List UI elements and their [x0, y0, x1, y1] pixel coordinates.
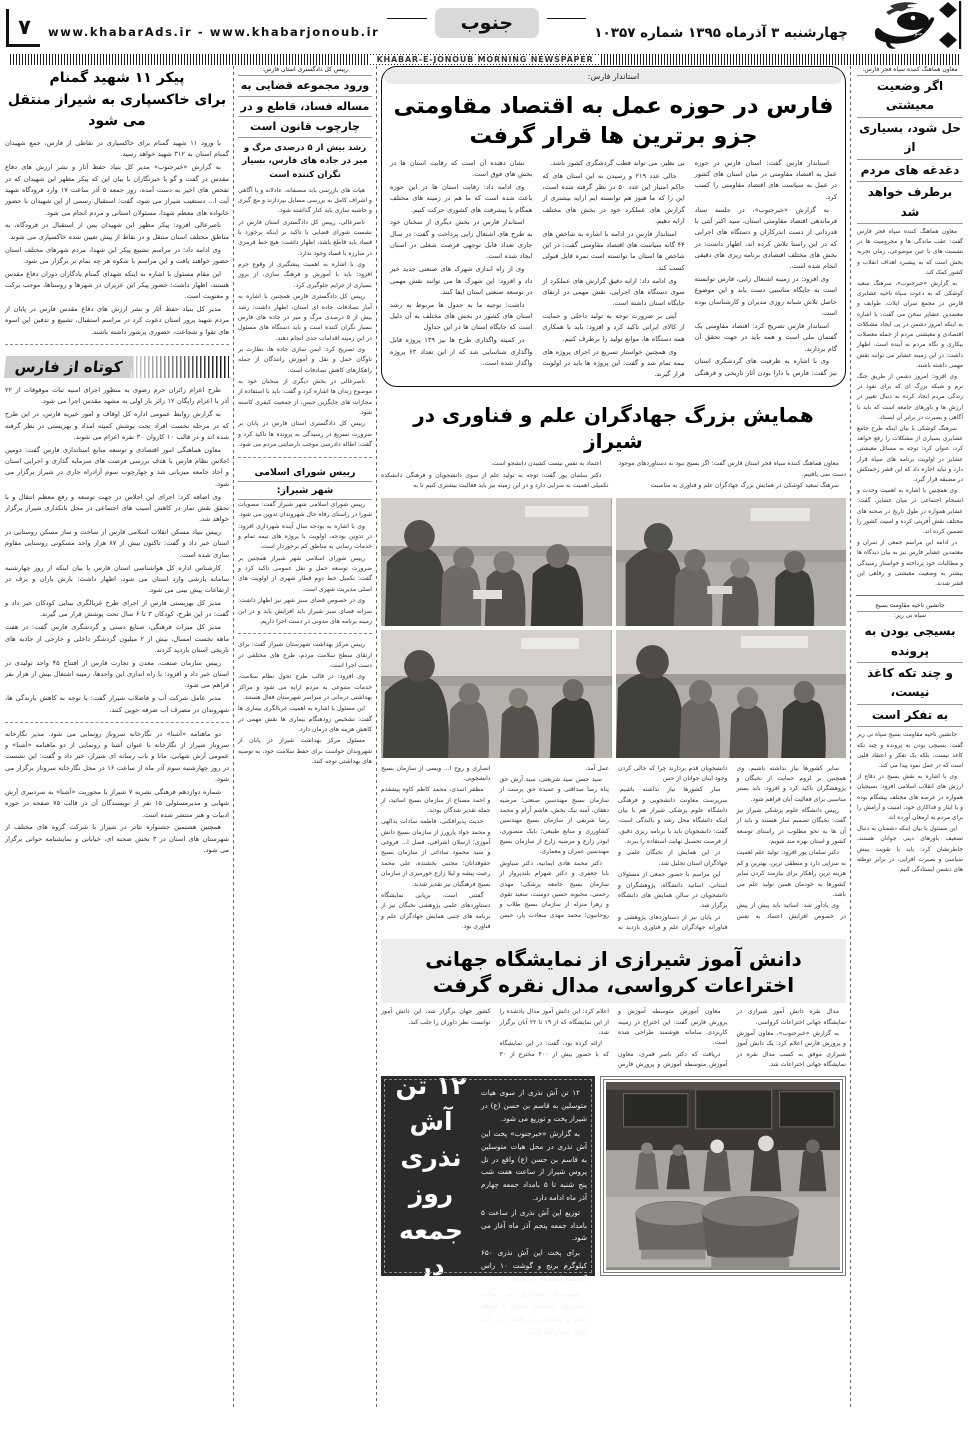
col4-article-3-body — [238, 640, 372, 767]
sidebar-article-2 — [855, 602, 965, 875]
paragraph: دکتر محمد هادی ایمانیه، دکتر سیاوش بابا جعفری و دکتر شهرام بلندپرواز از سازمان بسیج جامعه پزشکی؛ مهدی رحمتی، محبوبه حسین دوست، سعید تقوی و زهرا منزله از سازمان بسیج طلاب و روحانیون؛ محمد مهدی سعادت یار، حسن انصاری و روح ا... ویسی از سازمان بسیج دانشجویی. — [381, 764, 609, 919]
paragraph: اعتماد به نفس نیست کشیدن دانشجو است. — [490, 460, 602, 468]
paragraph: سرهنگ سعید کوشکی در همایش بزرگ جهادگران علم و فناوری به مناسبت — [650, 482, 839, 490]
paragraph: سایر کشورها نیاز نداشته باشیم. وی همچنین بر لزوم حمایت از نخبگان و پژوهشگران تاکید کرد و افزود: باید بستر مناسبی برای فعالیت آنان فراهم شود. — [736, 764, 846, 803]
ad-body-text — [481, 1083, 588, 1337]
sidebar-article-1-headline — [857, 76, 963, 224]
paragraph: گفتنی است، برپایی نمایشگاه دستاوردهای علمی پژوهشی نخبگان نیز از برنامه های جنبی همایش جهادگران علم و فناوری بود. — [381, 891, 491, 930]
paragraph: معاون هماهنگ کننده سپاه فجر فارس گفت: عقب ماندگی ها و محرومیت ها در نشست های با عین موضوعی، زمان تجربه بخش است که به پیشبرد اهداف انقلاب و کشور کمک کند. — [857, 229, 963, 276]
paragraph: با ورود ۱۱ شهید گمنام برای خاکسپاری در نقاطی از فارس، جمع شهیدان گمنام استان به ۳۱۲ شهید خواهد رسید. — [5, 139, 229, 159]
paragraph: به گزارش «خبرجنوب»، معاون آموزش و پرورش فارس اعلام کرد: یک دانش آموز شیرازی موفق به کسب مدال نقره در نمایشگاه جهانی اختراعات شد. — [736, 1030, 846, 1069]
paragraph: مدیر کل بنیاد حفظ آثار و نشر ارزش های دفاع مقدس فارس در پایان از مردم شهید پرور استان دعوت کرد در مراسم استقبال، تشییع و تدفین این اسوه های تقوا و شجاعت، حضوری پرشور داشته باشند. — [5, 305, 229, 336]
page-number: ۷ — [6, 9, 40, 47]
headline-line: حل شود، بسیاری از — [857, 118, 963, 160]
section-science-congress — [381, 395, 846, 933]
ad-panel[interactable] — [381, 1034, 595, 1337]
section-2-body — [381, 764, 846, 934]
left-divider-1 — [5, 344, 229, 345]
column-separator — [233, 66, 234, 1408]
paragraph: استاندار فارس در بخش دیگری از سخنان خود به طرح های اشتغال زایی پرداخت و گفت: در سال جاری تعداد قابل توجهی فرصت شغلی در استان ایجاد شده است. — [390, 218, 533, 261]
headline-line: شهر شیراز: — [238, 482, 372, 500]
paragraph: ۱۲ تن آش نذری از سوی هیات متوسلین به قاسم بن حسن (ع) در شیراز پخت و توزیع می شود. — [481, 1088, 587, 1124]
left-article-1 — [5, 66, 229, 338]
paragraph: استاندار فارس گفت: استان فارس در حوزه عمل به اقتصاد مقاومتی در میان استان های کشور در عمل به سیاست های اقتصاد مقاومتی را کسب کرد. — [694, 158, 837, 201]
paragraph: رییس مرکز بهداشت شهرستان شیراز گفت: برای ارتقای سطح سلامت مردم، طرح های مختلفی در دست اجرا است. — [238, 641, 372, 669]
sidebar-article-2-headline — [857, 621, 963, 727]
paragraph: مدال نقره دانش آموز شیرازی در نمایشگاه جهانی اختراعات کرواسی. — [736, 1008, 846, 1026]
paragraph: وی ادامه داد: ارایه دقیق گزارش های عملکرد از سوی دستگاه های اجرایی، نقش مهمی در ارتقای جایگاه استان داشته است. — [542, 276, 685, 308]
lead-story — [381, 66, 846, 387]
paragraph: وی افزود: در زمینه اشتغال زایی، فارس توانسته است به جایگاه مناسبی دست یابد و این موضوع حاصل تلاش شبانه روزی مدیران و کارشناسان بوده است. — [694, 275, 837, 318]
paragraph: استاندار فارس در ادامه با اشاره به شاخص های ۴۴ گانه سیاست های اقتصاد مقاومتی گفت: در این شاخص ها استان ما توانسته است نمره قابل قبولی کسب کند. — [542, 229, 685, 272]
col4-divider-2 — [238, 633, 372, 634]
paragraph: سید حسن سید شریعتی، سید آرش حق پناه رضا صداقتی و عمیده حق پرست از سازمان بسیج مهندسین صنعتی؛ مرضیه دهقان، آمنه نیک بخش، هاشم آرام و محمد رضا شریفی از سازمان بسیج مهندسین کشاورزی و منابع طبیعی؛ بابک منصوری، ابوذر زارع و مرضیه زارع از سازمان بسیج مهندسین عمران و معماری. — [499, 775, 609, 856]
col4-article-2-body — [238, 500, 372, 627]
kootah-item: طرح اعزام زائران حرم رضوی به منظور اجرای امنیه تبات موقوفات از ۲۲ آذر با اعزام رایگان ۱۲ زائر بار اولی به مشهد مقدس اجرا می شود. — [5, 386, 229, 406]
kootah-item: رییس سازمان صنعت، معدن و تجارت فارس از افتتاح ۴۵ واحد تولیدی در استان خبر داد و افزود: با راه اندازی این واحدها، زمینه اشتغال بیش از هزار نفر فراهم می شود. — [5, 658, 229, 690]
section-2-headline: همایش بزرگ جهادگران علم و فناوری در شیراز — [413, 403, 814, 454]
col4-divider-1 — [238, 457, 372, 458]
paragraph: وی تصریح کرد: ایمن سازی جاده ها، نظارت بر ناوگان حمل و نقل و آموزش رانندگان از جمله راهکارهای کاهش تصادفات است. — [238, 345, 372, 374]
col4-article-1-subhead: رشد بیش از ۵ درصدی مرگ و میر در جاده های فارس، بسیار نگران کننده است — [242, 142, 368, 180]
paragraph: به گزارش «خبرجنوب»، در جلسه ستاد فرماندهی اقتصاد مقاومتی استان، سید اکبر آیتی با قدردانی از دست اندرکاران و دستگاه های اجرایی که در این راستا تلاش کرده اند، اظهار داشت: در بخش های مختلف اقتصادی برنامه ریزی های دقیقی انجام شده است. — [694, 205, 837, 271]
barcode-strip — [10, 54, 960, 65]
paragraph: به گزارش «خبرجنوب»، سرهنگ سعید کوشکی که به دعوت سپاه ناحیه عشایری قارس در مجمع سران ایلات، طوایف و معتمدین عشایر سخن می گفت، با اشاره به اینکه امروز دشمن در پی ایجاد مشکلات اقتصادی و معیشتی مردم از جمله معضلات بیکاری و نگاه مردم به آینده است، اظهار داشت: در این زمینه عشایر می توانند نقش مهمی داشته باشند. — [857, 281, 963, 369]
section-tag: جنوب — [435, 8, 539, 38]
paragraph: شماره دوازدهم فرهنگی نشریه ۷ شیراز با محوریت «آشنا» به سردبیری آرش شهابی و مدیرمسئولی ۱۵ نفر از نویسندگان آن در قالب ۷۵ صفحه در حوزه ادبیات و هنر منتشر شده است. — [5, 787, 229, 819]
col4-article-1 — [238, 66, 372, 451]
website-urls[interactable]: www.khabarAds.ir - www.khabarjonoub.ir — [47, 25, 380, 39]
paragraph: رییس شورای اسلامی شهر شیراز همچنین بر ضرورت توسعه حمل و نقل عمومی تاکید کرد و گفت: تکمیل خط دوم قطار شهری از اولویت های اصلی مدیریت شهری است. — [238, 554, 372, 593]
paragraph: سار کشورها نیاز نداشته باشیم. سرپرست معاونت دانشجویی و فرهنگی دانشگاه علوم پزشکی شیراز هم با بیان اینکه دانشگاه محل رشد و بالندگی است، گفت: دانشجویان باید با برنامه ریزی دقیق، از فرصت تحصیل نهایت استفاده را ببرند. — [618, 786, 728, 846]
col4-article-2 — [238, 464, 372, 628]
ad-title-line: توزیع ۱۲ تن — [395, 1034, 467, 1100]
left-column — [5, 66, 229, 1408]
kootah-item: رییس بنیاد مسکن انقلاب اسلامی فارس از ساخت و ساز مسکن روستایی در استان خبر داد و گفت: تاکنون بیش از ۸۷ هزار واحد مسکونی روستایی مقاوم سازی شده است. — [5, 528, 230, 559]
paragraph: وی افزود: در قالب طرح تحول نظام سلامت، خدمات متنوعی به مردم ارایه می شود و مراکز بهداشتی درمانی در سراسر شهرستان فعال هستند. — [238, 673, 372, 702]
paragraph: وی با اشاره به ظرفیت های گردشگری استان نیز گفت: فارس با دارا بودن آثار تاریخی و فرهنگی بی نظیر، می تواند قطب گردشگری کشور باشد. — [550, 158, 837, 377]
section-3-headline: دانش آموز شیرازی از نمایشگاه جهانی اختراعات کرواسی، مدال نقره گرفت — [381, 939, 846, 1003]
paragraph: توزیع این آش نذری از ساعت ۵ بامداد جمعه پنجم آذر ماه آغاز می شود. — [481, 1207, 587, 1243]
paragraph: معاون هماهنگ کننده سپاه فجر استان فارس گفت: اگر بسیج نبود به دستاوردهای موجود دست نمی یافتیم. — [618, 460, 846, 478]
kootah-item: مدیر کل میراث فرهنگی، صنایع دستی و گردشگری فارس گفت: در هفت ماهه نخست امسال، بیش از ۲ میلیون گردشگر داخلی و خارجی از جاذبه های تاریخی استان بازدید کردند. — [5, 623, 229, 654]
paragraph: وی ادامه داد: در مراسم تشییع پیکر این شهدا، مردم شهرهای مختلف استان حضور خواهند یافت و این مراسم با شکوه هر چه تمام تر برگزار می شود. — [5, 245, 229, 265]
secondary-column — [238, 66, 372, 1408]
paragraph: همچنین هشتمین جشنواره تئاتر در شیراز با شرکت گروه های مختلف از شهرستان های استان در ۳ بخش صحنه ای، خیابانی و نمایشنامه خوانی برگزار می شود. — [5, 823, 229, 855]
decorative-bars — [132, 356, 229, 378]
left-article-1-body — [5, 138, 229, 338]
paragraph: ارائه کرده بود، گفت: در این نمایشگاه که با حضور بیش از ۴۰۰ مخترع از ۳۰ کشور جهان برگزار شد، این دانش آموز توانست نظر داوران را جلب کند. — [381, 1008, 609, 1058]
paragraph: دکتر سلمان پور گفت: توجه به تولید علم از سوی دانشجویان و فرهنگی دانشکده تکمیلی اهمیت به سزایی دارد و در این زمینه نیز باید فعالیت بیشتری کنیم تا به — [381, 471, 609, 490]
paragraph: وی با اشاره به نقش بسیج در دفاع از ارزش های انقلاب اسلامی افزود: بسیجیان همواره در عرصه های مختلف پیشگام بوده و با ایثار و فداکاری خود، امنیت و آرامش را برای مردم به ارمغان آورده اند. — [857, 774, 963, 821]
paragraph: نشان دهنده آن است که رقابت استان ها در بخش های فوق است. — [390, 158, 533, 179]
headline-line: برطرف خواهد شد — [857, 182, 963, 224]
paragraph: آیتی بر ضرورت توجه به تولید داخلی و حمایت از کالای ایرانی تاکید کرد و افزود: باید با همکاری همه دستگاه ها، موانع تولید را برطرف کنیم. — [542, 312, 685, 343]
news-photo-1 — [616, 498, 847, 626]
lead-kicker: استاندار فارس: — [384, 69, 843, 84]
page-body — [0, 62, 970, 1414]
paragraph: هیات های بازرسی باید منصفانه، عادلانه و با آگاهی و اشراف کامل به بررسی مسایل بپردازند و مچ گیری و حاشیه سازی باید کنار گذاشته شود. — [238, 186, 372, 215]
paragraph: در کمیته واگذاری طرح ها نیز ۱۳۹ پروژه قابل واگذاری شناسایی شد که از این تعداد ۶۳ پروژه واگذار شده است. — [390, 336, 533, 367]
paragraph: دو ماهنامه «آشنا» در نگارخانه سروناز رونمایی می شود. مدیر نگارخانه سروناز شیراز از نگارخانه با عنوان آشنا و رونمایی از دو ماهنامه «آشنا» و عمومی آرش شهابی، مانا و باب رسانه ای شیراز، خبر داد و گفت: این نشست در روز چهارشنبه سوم آذر ماه از ساعت ۱۶ در محل نگارخانه سروناز برگزار می شود. — [5, 729, 229, 784]
col4-article-2-headline — [238, 464, 372, 500]
paragraph: در ادامه این مراسم جمعی از سران و معتمدین عشایر فارس نیز به بیان دیدگاه ها و مطالبات خود پرداخته و خواستار رسیدگی بیشتر به وضعیت معیشتی و رفاهی این قشر شدند. — [857, 540, 963, 587]
rule-left — [387, 18, 426, 19]
left-article-1-headline — [5, 66, 229, 138]
sidebar-article-2-kicker-1: جانشین ناحیه مقاومت بسیج — [857, 602, 963, 612]
headline-line: به تفکر است — [857, 705, 963, 727]
kootah-item: وی اضافه کرد: اجرای این اجلاس در جهت توسعه و رفع معظم انتقال و با تحقق نقش نماز در کاهش آسیب های اجتماعی در محل بانکداری شیراز برگزار خواهد شد. — [5, 492, 229, 524]
paragraph: جانشین ناحیه مقاومت بسیج سپاه نی ریز گفت: بسیجی بودن به پرونده و چند تکه کاغذ نیست، بلکه یک تفکر و اعتقاد قلبی است که در عمل نمود پیدا می کند. — [857, 732, 963, 769]
news-photo-3 — [616, 630, 847, 758]
ad-title-line: در شیراز — [394, 1251, 468, 1318]
photo-grid — [381, 498, 846, 758]
paragraph: وی ادامه داد: رقابت استان ها در این حوزه باعث شده است که ما هم در زمینه های مختلف همگام با پیشرفت های کشوری حرکت کنیم. — [390, 182, 533, 214]
paragraph: رییس دانشگاه علوم پزشکی شیراز نیز گفت: نخبگان تصمیم ساز هستند و باید از آن ها به نحو مطلوب در راستای توسعه کشور و استان بهره مند شویم. — [736, 807, 846, 846]
headline-line: برای خاکسپاری به شیراز منتقل می شود — [7, 91, 227, 130]
ad-photo-frame — [600, 1076, 846, 1276]
paragraph: داشت: توجیه ما به جدول ها مربوط به رشد استان های کشور در بخش های مختلف به آن دلیل است که جایگاه استان ها در این جداول — [390, 300, 533, 332]
sidebar-divider — [856, 595, 964, 596]
paragraph: رییس شورای اسلامی شهر شیراز گفت: مصوبات شورا در راستای رفاه حال شهروندان تدوین می شود. — [238, 500, 372, 519]
paragraph: وی یادآور شد: اساتید باید پیش از پیش در خصوص افزایش اعتماد به نفس دانشجویان قدم بردارند چرا که خالی کردن وجود اینان جوانان از حس — [618, 764, 846, 920]
kootah-item: معاون هماهنگی امور اقتصادی و توسعه منابع استانداری فارس گفت: دومین اجلاس نظام فارس با هدف بررسی فرصت های سرمایه گذاری و اجرایی استان و آحاد جامعه میزبانی شد و چهارچوب سوم آزادراه جاری در شیراز برگزار می شود. — [5, 445, 229, 488]
paragraph: وی در خصوص فضای سبز شهر نیز اظهار داشت: سرانه فضای سبز شیراز باید افزایش یابد و در این زمینه برنامه های مدونی در دست اجرا داریم. — [238, 597, 372, 625]
paragraph: وی با اشاره به بودجه سال آینده شهرداری افزود: در تدوین بودجه، اولویت با پروژه های نیمه تمام و خدمات رسانی به مناطق کم برخوردار است. — [238, 522, 372, 551]
lead-body — [390, 158, 837, 381]
sidebar-article-1-body — [857, 227, 963, 589]
paragraph: دکتر سلمان پور افزود: تولید علم اهمیت به سزایی دارد و منطقی ترین، بهترین و کم هزینه ترین راهکار برای نیازمند کردن سایر کشورها به خودمان همین تولید علم می باشد. — [736, 849, 846, 898]
column-separator — [850, 66, 851, 1408]
col4-article-1-body — [238, 186, 372, 451]
masthead — [0, 0, 970, 62]
paragraph: شهروندان شیرازی می توانند بعدازظهر پنجشنبه همراه با صرف شام و پذیرایی در پخت این آش نذری مشارکت کنند. — [481, 1288, 587, 1337]
logo-sub-text: جنوب — [909, 31, 923, 37]
left-divider-2 — [5, 722, 229, 723]
paragraph: وی همچنین با اشاره به اهمیت وحدت و انسجام اجتماعی در میان عشایر، گفت: عشایر همواره در طول تاریخ در صحنه های مختلف نقش آفرینی کرده و امنیت کشور را تضمین کرده اند. — [857, 488, 963, 535]
headline-line: اگر وضعیت معیشتی — [857, 76, 963, 118]
kootah-item: مدیر عامل شرکت آب و فاضلاب شیراز گفت: با توجه به کاهش بارندگی ها، شهروندان در مصرف آب صرفه جویی کنند. — [5, 694, 229, 714]
kootah-label: کوتاه از فارس — [4, 356, 134, 378]
issue-date-line: چهارشنبه ۳ آذرماه ۱۳۹۵ شماره ۱۰۳۵۷ — [594, 25, 848, 41]
english-paper-name: KHABAR-E-JONOUB MORNING NEWSPAPER — [369, 55, 602, 64]
kootah-section-header — [5, 354, 229, 380]
paragraph: وی همچنین خواستار تسریع در اجرای پروژه های نیمه تمام شد و گفت: این پروژه ها باید در اولویت قرار گیرند. — [542, 347, 685, 379]
ad-photo — [606, 1082, 840, 1270]
col4-article-1-headline — [238, 76, 372, 138]
paragraph: مسئول مرکز بهداشت شیراز در پایان از شهروندان خواست برای حفظ سلامت خود، به توصیه های بهداشتی توجه کنند. — [238, 737, 372, 766]
headline-line: دغدغه های مردم — [857, 160, 963, 182]
paragraph: حدیث پذیرافکنی، فاطمه سادات یدالهی و محمد جواد یارورز از سازمان بسیج دانش آموزی؛ ارسلان اشرافی، فضل ا... فروغی و سید محمود ساداتی از سازمان بسیج حقوقدانان؛ مجتبی بخشنده، علی محمد رعیت پیشه و لیلا زارع خورمیزی از سازمان بسیج فرهنگیان نیز تقدیر شدند. — [381, 818, 491, 888]
paragraph: وی افزود: امروز دشمن از طریق جنگ نرم و شبکه بزرگ ای که برای نفوذ در زندگی مردم ایجاد کرده به دنبال تغییر در ارزش ها و باورهای جامعه است که باید با آگاهی و بصیرت در برابر آن ایستاد. — [857, 373, 963, 421]
ad-title — [389, 1031, 473, 1321]
paragraph: معاون آموزش متوسطه آموزش و پرورش فارس گفت: این اختراع در زمینه کاربردی سامانه هوشمند طراحی شده است. — [618, 1008, 728, 1047]
headline-line: و چند تکه کاغذ نیست، — [857, 663, 963, 705]
left-extra-body — [5, 729, 229, 857]
paragraph: ناصرعالی افزود: پیکر مطهر این شهیدان پس از استقبال در فرودگاه، به مناطق مختلف استان منتقل و در نقاط از پیش تعیین شده خاکسپاری می شوند. — [5, 221, 229, 241]
paragraph: به گزارش «خبرجنوب» مدیر کل بنیاد حفظ آثار و نشر ارزش های دفاع مقدس در گفت و گو با خبرنگاران با بیان این که پیکر مطهر این شهیدان که در تفحص های اخیر به دست آمده، روز جمعه ۵ آذر ساعت ۱۷ وارد فرودگاه شهید آیت ا... دستغیب شیراز می شود، گفت: استقبال رسمی از این شهیدان با حضور خانواده های معظم شهدا، مسئولان استانی و مردم انجام می شود. — [5, 163, 229, 217]
paragraph: وی از راه اندازی شهرک های صنعتی جدید خبر داد و افزود: این شهرک ها می توانند نقش مهمی در توسعه صنعتی استان ایفا کنند. — [390, 265, 533, 296]
news-photo-4 — [381, 630, 612, 758]
ad-title-line: آش نذری — [400, 1106, 462, 1173]
sidebar-column — [855, 66, 965, 1408]
kootah-item: مدیر کل بهزیستی فارس از اجرای طرح غربالگری بینایی کودکان خبر داد و گفت: در این طرح، کودکان ۳ تا ۶ سال تحت پوشش قرار می گیرند. — [5, 599, 229, 619]
paragraph: به گزارش «خبرجنوب» پخت این آش نذری در محل هیات متوسلین به قاسم بن حسن (ع) واقع در تل پروس شیراز از ساعت هفت شب پنج شنبه تا ۵ بامداد جمعه چهارم آذر ماه ادامه دارد. — [481, 1128, 587, 1202]
rule-right — [547, 18, 586, 19]
paragraph: این مقام مسئول با اشاره به اینکه شهدای گمنام یادگاران دوران دفاع مقدس هستند، اظهار داشت: حضور پیکر این عزیزان در شهرها و روستاها، موجب برکت و معنویت است. — [5, 269, 229, 301]
paragraph: این مراسم با حضور جمعی از مسئولان استانی، اساتید دانشگاه، پژوهشگران و دانشجویان در سالن همایش های دانشگاه برگزار شد. — [618, 871, 728, 910]
section-2-intro — [381, 459, 846, 492]
headline-line: مساله فساد، قاطع و در — [238, 97, 372, 118]
headline-line: بسیجی بودن به پرونده — [857, 621, 963, 663]
kootah-item: کارشناس اداره کل هواشناسی استان فارس با بیان اینکه از روز چهارشنبه سامانه بارشی وارد استان می شود، اظهار داشت: بارش باران و برف در ارتفاعات پیش بینی می شود. — [5, 563, 229, 595]
paragraph: در پایان نیز از دستاوردهای پژوهشی و فناورانه جهادگران علم و فناوری بازدید به عمل آمد. — [585, 764, 728, 931]
ad-title-line: روز جمعه — [398, 1179, 464, 1245]
paragraph: برای پخت این آش نذری ۶۵۰ کیلوگرم برنج و گوشت ۱۰ راس گوسفند استفاده می شود. — [481, 1248, 588, 1283]
paragraph: دریافت که دکتر ناصر قمری، معاون آموزش متوسطه آموزش و پرورش فارس اعلام کرد: این دانش آموز مدال یادشده را از این نمایشگاه که از ۱۹ تا ۲۲ آبان برگزار شد، — [499, 1008, 728, 1069]
paragraph: جالی عدد ۲۱۹ و رسیدن به این استان های که حاکم امتیاز این عدد ۵۰ در نظر گرفته شده است، این را که ما هنوز هم توانسته ایم ارایه بیشتری از گزارش های عملکرد خود در بخش های مختلف ارایه دهیم. — [542, 171, 685, 225]
paragraph: وی با اشاره به اهمیت پیشگیری از وقوع جرم افزود: باید با آموزش و فرهنگ سازی، از بروز بسیاری از جرایم جلوگیری کرد. — [238, 261, 372, 289]
news-photo-2 — [381, 498, 612, 626]
headline-line: رییس شورای اسلامی — [238, 464, 372, 482]
col4-article-1-kicker: رییس کل دادگستری استان فارس: — [238, 66, 372, 76]
main-column — [381, 66, 846, 1408]
column-separator — [376, 66, 377, 1408]
lead-headline: فارس در حوزه عمل به اقتصاد مقاومتی جزو برترین ها قرار گرفت — [393, 93, 834, 150]
paragraph: رییس کل دادگستری فارس همچنین با اشاره به آمار تصادفات جاده ای استان، اظهار داشت: رشد بیش از ۵ درصدی مرگ و میر در جاده های فارس بسیار نگران کننده است و باید دستگاه های مسئول در این زمینه اقدامات جدی انجام دهند. — [238, 293, 372, 342]
headline-line: ورود مجموعه قضایی به — [238, 76, 372, 97]
paragraph: این مسئول با اشاره به اهمیت غربالگری بیماری ها گفت: تشخیص زودهنگام بیماری ها نقش مهمی در کاهش هزینه های درمان دارد. — [238, 705, 372, 734]
sidebar-article-1-kicker: معاون هماهنگ کننده سپاه فجر فارس: — [857, 66, 963, 76]
paragraph: این مسئول با بیان اینکه دشمنان به دنبال تضعیف باورهای دینی جوانان هستند، خاطرنشان کرد: باید با تقویت بینش سیاسی و بصیرت افزایی، در برابر توطئه های دشمن ایستادگی کنیم. — [857, 826, 963, 873]
sidebar-article-2-kicker-2: سپاه نی ریز: — [893, 612, 927, 620]
paragraph: رییس کل دادگستری استان فارس در پایان بر ضرورت تسریع در رسیدگی به پرونده ها تاکید کرد و گفت: اطاله دادرسی موجب نارضایتی مردم می شود. — [237, 420, 372, 449]
newspaper-logo — [856, 0, 964, 54]
paragraph: ناصرعالی، رییس کل دادگستری استان فارس در نشست شورای قضایی با تاکید بر اینکه برخورد با فساد باید قاطع باشد، اظهار داشت: هیچ خط قرمزی در مبارزه با فساد وجود ندارد. — [238, 218, 372, 257]
paragraph: استاندار فارس تصریح کرد: اقتصاد مقاومتی یک گفتمان ملی است و همه باید در جهت تحقق آن گام بردارند. — [694, 321, 837, 353]
paragraph: سرهنگ کوشکی با بیان اینکه طرح جامع عشایری بسیاری از مشکلات را رفع خواهد کرد، عنوان کرد: توجه به مسائل معیشتی عشایر در اولویت برنامه های سپاه قرار دارد و نباید اجازه داد که این قشر زحمتکش در مضیقه قرار گیرد. — [857, 425, 963, 483]
kootah-item: به گزارش روابط عمومی اداره کل اوقاف و امور خیریه فارس، در این طرح که در مرحله نخست افراد تحت پوشش کمیته امداد و بهزیستی در نظر گرفته شده اند و در قالب ۱۰ کاروان ۳۰ نفره اعزام می شوند. — [5, 410, 229, 441]
paragraph: ناصرعالی در بخش دیگری از سخنان خود به موضوع زندان ها اشاره کرد و گفت: باید با استفاده از مجازات های جایگزین حبس، از جمعیت کیفری کاسته شود. — [238, 378, 372, 417]
paragraph: در این همایش از نخبگان علمی و جهادگران استان تجلیل شد. — [618, 849, 728, 867]
paragraph: مظفر اسدی، محمد کاظم کاوه پیشقدم و احمد مصباح از سازمان بسیج اساتید، از جمله تقدیر شدگان بودند. — [381, 786, 491, 814]
sidebar-article-2-body — [857, 730, 963, 875]
headline-line: چارچوب قانون است — [238, 117, 372, 138]
sidebar-article-1 — [855, 66, 965, 589]
headline-line: پیکر ۱۱ شهید گمنام — [49, 70, 185, 86]
kootah-items — [5, 385, 229, 716]
